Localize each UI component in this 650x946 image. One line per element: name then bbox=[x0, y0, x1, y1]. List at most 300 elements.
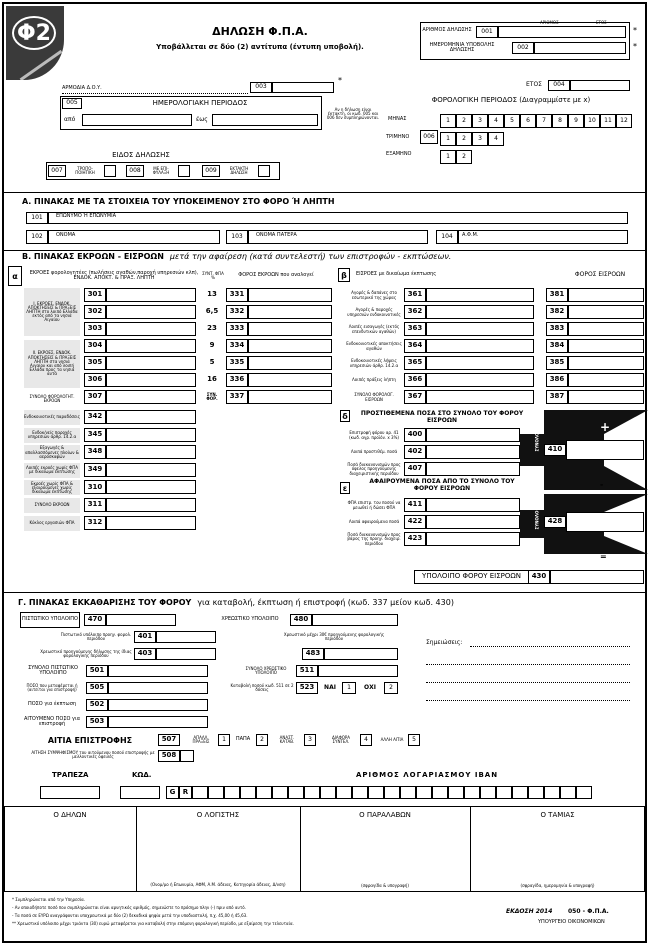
code-428: 428 bbox=[544, 516, 566, 528]
sig-cashier[interactable]: Ο ΤΑΜΙΑΣ bbox=[540, 811, 575, 820]
iban-digit-cell[interactable] bbox=[512, 786, 528, 799]
reason-1-box[interactable]: 1 bbox=[218, 734, 230, 746]
field-430[interactable] bbox=[550, 570, 644, 584]
sub-label: Ποσά διακανονισμών προς βάρος της προηγ. διαχειρ. περιόδου bbox=[347, 532, 401, 546]
sig-declarant[interactable]: Ο ΔΗΛΩΝ bbox=[53, 811, 87, 820]
field-480[interactable] bbox=[312, 614, 398, 626]
add-label: Ποσά διακανονισμών προς όφελος προηγούμενης διαχειριστικής περιόδου bbox=[347, 462, 401, 476]
output-tax-field[interactable] bbox=[248, 288, 332, 302]
code-003: 003 bbox=[250, 82, 272, 93]
decl-009-label: ΕΚΤΑΚΤΗ ΔΗΛΩΣΗ bbox=[229, 165, 249, 175]
iban-digit-cell[interactable] bbox=[368, 786, 384, 799]
field-503[interactable] bbox=[108, 716, 208, 728]
add-label: Λοιπά προστιθέμ. ποσά bbox=[350, 449, 398, 455]
doy-field[interactable] bbox=[272, 82, 334, 93]
iban-digit-cell[interactable] bbox=[464, 786, 480, 799]
label-501: ΣΥΝΟΛΟ ΠΙΣΤΩΤΙΚΟ ΥΠΟΛΟΙΠΟ bbox=[28, 664, 78, 676]
decl-008-check[interactable] bbox=[178, 165, 190, 177]
code-502: 502 bbox=[86, 699, 108, 711]
form-code: Φ2 bbox=[12, 16, 56, 50]
label-401: Πιστωτικό υπόλοιπο προηγ. φορολ. περιόδου bbox=[60, 631, 132, 641]
output-tax-code: 337 bbox=[226, 390, 248, 404]
iban-digit-cell[interactable] bbox=[240, 786, 256, 799]
code-103: 103 bbox=[226, 230, 248, 244]
month-box[interactable]: 7 bbox=[536, 114, 552, 128]
iban-digit-cell[interactable] bbox=[528, 786, 544, 799]
firstname-label: ΟΝΟΜΑ bbox=[56, 232, 76, 238]
quarter-box[interactable]: 4 bbox=[488, 132, 504, 146]
code-001: 001 bbox=[476, 26, 498, 38]
sub-label: Λοιπά αφαιρούμενα ποσά bbox=[348, 519, 400, 525]
alpha-marker: α bbox=[8, 266, 22, 286]
reg-star-1: * bbox=[633, 26, 637, 35]
code-511: 511 bbox=[296, 665, 318, 677]
input-code: 363 bbox=[404, 322, 426, 336]
other-output-label: ΣΥΝΟΛΟ ΕΚΡΟΩΝ bbox=[24, 498, 80, 513]
iban-digit-cell[interactable] bbox=[384, 786, 400, 799]
year-label: ΕΤΟΣ bbox=[526, 81, 542, 88]
no-box[interactable]: 2 bbox=[384, 682, 398, 694]
reg-number-field[interactable] bbox=[498, 26, 626, 38]
section-divider-a bbox=[4, 192, 645, 193]
code-507: 507 bbox=[158, 734, 180, 746]
month-box[interactable]: 9 bbox=[568, 114, 584, 128]
section-b-heading bbox=[22, 252, 451, 261]
iban-digit-cell[interactable] bbox=[304, 786, 320, 799]
decl-type-title: ΕΙΔΟΣ ΔΗΛΩΣΗΣ bbox=[112, 151, 170, 160]
output-value-field[interactable] bbox=[106, 322, 196, 336]
iban-r: R bbox=[179, 786, 192, 799]
month-box[interactable]: 8 bbox=[552, 114, 568, 128]
semester-box[interactable]: 2 bbox=[456, 150, 472, 164]
output-tax-field[interactable] bbox=[248, 305, 332, 319]
code-508: 508 bbox=[158, 750, 180, 762]
code-009: 009 bbox=[202, 165, 220, 177]
output-tax-field[interactable] bbox=[248, 356, 332, 370]
input-value-field[interactable] bbox=[426, 356, 534, 370]
output-value-field[interactable] bbox=[106, 373, 196, 387]
input-tax-field[interactable] bbox=[568, 390, 644, 404]
bank-field[interactable] bbox=[40, 786, 100, 799]
input-label: Ενδοκοινοτικές αποκτήσεις αγαθών bbox=[346, 341, 402, 351]
field-511[interactable] bbox=[318, 665, 398, 677]
other-output-field[interactable] bbox=[106, 516, 196, 530]
input-label: ΣΥΝΟΛΟ ΦΟΡΟΛΟΓ. ΕΙΣΡΟΩΝ bbox=[354, 392, 394, 402]
label-508: ΑΙΤΗΣΗ ΣΥΜΨΗΦΙΣΜΟΥ του αιτούμενου ποσού επιστροφής με μελλοντικές οφειλές bbox=[31, 749, 155, 759]
iban-digit-cell[interactable] bbox=[224, 786, 240, 799]
input-value-field[interactable] bbox=[426, 288, 534, 302]
other-output-label: Εξαγωγές & απαλλασσόμενες πλοίων & αεροσκαφών bbox=[25, 445, 79, 459]
field-502[interactable] bbox=[108, 699, 208, 711]
footer-ministry: ΥΠΟΥΡΓΕΙΟ ΟΙΚΟΝΟΜΙΚΩΝ bbox=[538, 919, 605, 925]
sub-code: 411 bbox=[404, 498, 426, 512]
month-box[interactable]: 12 bbox=[616, 114, 632, 128]
field-401[interactable] bbox=[156, 631, 216, 643]
sum-plus-label: ΣΥΝΟΛΟ bbox=[534, 432, 540, 452]
reason-4-label: ΔΙΑΦΟΡΑ ΣΥΝΤΕΛ. bbox=[331, 734, 351, 744]
sub-label: ΦΠΑ επιστρ. του ποσού να μειωθεί ή δώσει ΦΠΑ bbox=[347, 500, 401, 510]
output-code: 305 bbox=[84, 356, 106, 370]
bank-code-label: ΚΩΔ. bbox=[132, 771, 152, 779]
label-503: ΑΙΤΟΥΜΕΝΟ ΠΟΣΟ για επιστροφή bbox=[23, 715, 80, 727]
output-tax-code: 335 bbox=[226, 356, 248, 370]
code-483: 483 bbox=[302, 648, 324, 660]
alpha-head: ΕΚΡΟΕΣ φορολογητέες (πωλήσεις αγαθών,παροχή υπηρεσιών κλπ), ΕΝΔΟΚ. ΑΠΟΚΤ. & ΠΡΑΞ. ΛΗΠΤΗ bbox=[29, 269, 199, 281]
doy-label: ΑΡΜΟΔΙΑ Δ.Ο.Υ. bbox=[62, 86, 248, 94]
footer-code: 050 - Φ.Π.Α. bbox=[568, 908, 609, 915]
code-401: 401 bbox=[134, 631, 156, 643]
section-b-subtitle: μετά την αφαίρεση (κατά συντελεστή) των επιστροφών - εκπτώσεων. bbox=[169, 252, 452, 261]
month-box[interactable]: 6 bbox=[520, 114, 536, 128]
reason-5-box[interactable]: 5 bbox=[408, 734, 420, 746]
output-value-field[interactable] bbox=[106, 339, 196, 353]
output-tax-field[interactable] bbox=[248, 339, 332, 353]
label-483: Χρεωστικό μέχρι 30€ προηγούμενης φορολογικής περιόδου bbox=[283, 631, 385, 641]
code-006: 006 bbox=[420, 130, 438, 144]
output-code: 302 bbox=[84, 305, 106, 319]
year-field[interactable] bbox=[570, 80, 630, 91]
footer-note-4: ** Χρεωστικό υπόλοιπο μέχρι τριάντα (30) ευρώ μεταφέρεται για καταβολή στην επόμενη φορολογική περίοδο, με εξαίρεση την τελευταία. bbox=[12, 921, 294, 926]
sub-code: 422 bbox=[404, 515, 426, 529]
doy-star: * bbox=[338, 76, 342, 85]
iban-digit-cell[interactable] bbox=[576, 786, 592, 799]
add-code: 407 bbox=[404, 462, 426, 476]
tax-period-title: ΦΟΡΟΛΟΓΙΚΗ ΠΕΡΙΟΔΟΣ (Διαγραμμίστε με x) bbox=[431, 96, 591, 105]
code-503: 503 bbox=[86, 716, 108, 728]
notes-line-1[interactable] bbox=[470, 646, 630, 647]
other-output-code: 345 bbox=[84, 428, 106, 442]
other-output-field[interactable] bbox=[106, 428, 196, 442]
label-505: ΠΟΣΟ που μεταφέρεται ή (αιτείται για επιστροφή) bbox=[26, 682, 78, 692]
other-output-code: 348 bbox=[84, 445, 106, 459]
code-002: 002 bbox=[512, 42, 534, 54]
other-output-label: Ενδοκοινοτικές παραδόσεις bbox=[24, 410, 80, 425]
notes-label: Σημειώσεις: bbox=[426, 639, 463, 646]
input-tax-field[interactable] bbox=[568, 288, 644, 302]
month-box[interactable]: 5 bbox=[504, 114, 520, 128]
section-b-title: Β. ΠΙΝΑΚΑΣ ΕΚΡΟΩΝ - ΕΙΣΡΟΩΝ bbox=[22, 252, 164, 261]
input-tax-field[interactable] bbox=[568, 339, 644, 353]
sub-field[interactable] bbox=[426, 498, 520, 512]
period-to-field[interactable] bbox=[212, 114, 318, 126]
input-tax-field[interactable] bbox=[568, 305, 644, 319]
period-from-label: από bbox=[64, 116, 76, 123]
other-output-code: 349 bbox=[84, 463, 106, 477]
input-value-field[interactable] bbox=[426, 305, 534, 319]
field-483[interactable] bbox=[324, 648, 398, 660]
epsilon-marker: ε bbox=[340, 482, 350, 494]
other-output-code: 312 bbox=[84, 516, 106, 530]
output-tax-code: 336 bbox=[226, 373, 248, 387]
output-value-field[interactable] bbox=[106, 356, 196, 370]
iban-digit-cell[interactable] bbox=[448, 786, 464, 799]
sub-field[interactable] bbox=[426, 515, 520, 529]
month-box[interactable]: 1 bbox=[440, 114, 456, 128]
iban-digit-cell[interactable] bbox=[192, 786, 208, 799]
output-rate: 5 bbox=[209, 358, 215, 367]
output-tax-field[interactable] bbox=[248, 390, 332, 404]
input-tax-code: 384 bbox=[546, 339, 568, 353]
sig-receiver-note: (σφραγίδα & υπογραφή) bbox=[361, 882, 409, 888]
afm-label: Α.Φ.Μ. bbox=[462, 232, 479, 238]
output-rate: 23 bbox=[207, 324, 217, 333]
decl-007-check[interactable] bbox=[104, 165, 116, 177]
reg-date-label: ΗΜΕΡΟΜΗΝΙΑ ΥΠΟΒΟΛΗΣ ΔΗΛΩΣΗΣ bbox=[429, 41, 495, 53]
page-title: ΔΗΛΩΣΗ Φ.Π.Α. bbox=[212, 24, 308, 38]
month-box[interactable]: 4 bbox=[488, 114, 504, 128]
output-rate: 6,5 bbox=[205, 307, 219, 316]
field-428[interactable] bbox=[566, 512, 644, 532]
name-field[interactable] bbox=[48, 212, 628, 224]
notes-line-3[interactable] bbox=[426, 682, 630, 683]
label-523: Καταβολή ποσού κωδ. 511 σε 2 δόσεις bbox=[230, 682, 294, 692]
output-tax-code: 333 bbox=[226, 322, 248, 336]
afm-field[interactable] bbox=[458, 230, 628, 244]
input-value-field[interactable] bbox=[426, 373, 534, 387]
delta-marker: δ bbox=[340, 410, 350, 422]
field-505[interactable] bbox=[108, 682, 208, 694]
output-rate: ΣΥΝ. ΦΟΡ. bbox=[206, 391, 218, 401]
field-470[interactable] bbox=[106, 614, 176, 626]
iban-digit-cell[interactable] bbox=[432, 786, 448, 799]
code-430: 430 bbox=[528, 570, 550, 584]
label-511: ΣΥΝΟΛΟ ΧΡΕΩΣΤΙΚΟ ΥΠΟΛΟΙΠΟ bbox=[245, 665, 287, 675]
total-out-label: ΣΥΝΟΛΟ ΦΟΡΟΛΟΓΗΤ. ΕΚΡΟΩΝ bbox=[29, 393, 75, 403]
iban-digit-cell[interactable] bbox=[320, 786, 336, 799]
input-code: 365 bbox=[404, 356, 426, 370]
output-code: 303 bbox=[84, 322, 106, 336]
output-rate: 13 bbox=[207, 290, 217, 299]
credit-label: ΠΙΣΤΩΤΙΚΟ ΥΠΟΛΟΙΠΟ bbox=[20, 612, 80, 628]
rate-head: ΣΥΝΤ. ΦΠΑ % bbox=[202, 270, 224, 280]
reg-date-field[interactable] bbox=[534, 42, 626, 54]
other-output-field[interactable] bbox=[106, 463, 196, 477]
period-to-label: έως bbox=[196, 116, 208, 123]
iban-digit-cell[interactable] bbox=[288, 786, 304, 799]
reason-4-box[interactable]: 4 bbox=[360, 734, 372, 746]
code-480: 480 bbox=[290, 614, 312, 626]
code-505: 505 bbox=[86, 682, 108, 694]
month-box[interactable]: 11 bbox=[600, 114, 616, 128]
other-output-field[interactable] bbox=[106, 498, 196, 512]
beta-marker: β bbox=[338, 268, 350, 282]
input-tax-code: 386 bbox=[546, 373, 568, 387]
output-code: 301 bbox=[84, 288, 106, 302]
input-value-field[interactable] bbox=[426, 339, 534, 353]
period-title: ΗΜΕΡΟΛΟΓΙΑΚΗ ΠΕΡΙΟΔΟΣ bbox=[152, 98, 248, 107]
input-label: Αγορές & παροχές υπηρεσιών ενδοκοινοτικές bbox=[347, 307, 401, 317]
reg-year-sub: ΕΤΟΣ bbox=[596, 20, 607, 25]
code-007: 007 bbox=[48, 165, 66, 177]
add-field[interactable] bbox=[426, 445, 520, 459]
decl-008-label: ΜΕ ΕΠΙ-ΦΥΛΑΞΗ bbox=[152, 165, 170, 175]
section-g-title: Γ. ΠΙΝΑΚΑΣ ΕΚΚΑΘΑΡΙΣΗΣ ΤΟΥ ΦΟΡΟΥ bbox=[18, 598, 192, 607]
reason-5-label: ΑΛΛΗ ΑΙΤΙΑ bbox=[380, 736, 404, 742]
add-code: 400 bbox=[404, 428, 426, 442]
minus-sign: - bbox=[600, 480, 604, 489]
yes-label: ΝΑΙ bbox=[324, 683, 336, 691]
iban-digit-cell[interactable] bbox=[416, 786, 432, 799]
input-tax-field[interactable] bbox=[568, 373, 644, 387]
section-divider-g bbox=[4, 592, 645, 593]
add-field[interactable] bbox=[426, 428, 520, 442]
output-rate: 16 bbox=[207, 375, 217, 384]
sub-field[interactable] bbox=[426, 532, 520, 546]
iban-digit-cell[interactable] bbox=[256, 786, 272, 799]
input-value-field[interactable] bbox=[426, 322, 534, 336]
input-code: 362 bbox=[404, 305, 426, 319]
iban-g: G bbox=[166, 786, 179, 799]
other-output-label: Εκροές χωρίς ΦΠΑ & εξαιρούμενες χωρίς δικαίωμα έκπτωσης bbox=[24, 480, 80, 495]
decl-009-check[interactable] bbox=[258, 165, 270, 177]
sig-accountant[interactable]: Ο ΛΟΓΙΣΤΗΣ bbox=[196, 811, 240, 820]
iban-digit-cell[interactable] bbox=[496, 786, 512, 799]
output-tax-code: 331 bbox=[226, 288, 248, 302]
footer-note-3: - Τα ποσά σε ΕΥΡΩ αναγράφονται υποχρεωτικά με δύο (2) δεκαδικά ψηφία μετά την υποδιαστολή, π.χ. 45,00 ή 45,63. bbox=[12, 913, 248, 918]
other-output-field[interactable] bbox=[106, 410, 196, 424]
iban-digit-cell[interactable] bbox=[480, 786, 496, 799]
father-label: ΟΝΟΜΑ ΠΑΤΕΡΑ bbox=[256, 232, 297, 238]
footer-note-2: - Αν οποιοδήποτε ποσό που συμπληρώνεται είναι αρνητικός αριθμός, σημειώστε το πρόσημο πλην (-) πριν από αυτό. bbox=[12, 905, 246, 910]
quarter-box[interactable]: 3 bbox=[472, 132, 488, 146]
code-008: 008 bbox=[126, 165, 144, 177]
section-g-heading bbox=[18, 598, 454, 607]
period-from-field[interactable] bbox=[82, 114, 192, 126]
code-104: 104 bbox=[436, 230, 458, 244]
footer-edition: ΕΚΔΟΣΗ 2014 bbox=[506, 908, 553, 915]
output-code: 306 bbox=[84, 373, 106, 387]
notes-line-4[interactable] bbox=[426, 700, 630, 701]
iban-digit-cell[interactable] bbox=[208, 786, 224, 799]
tax-out-head: ΦΟΡΟΣ ΕΚΡΟΩΝ που αναλογεί bbox=[238, 272, 314, 279]
code-005: 005 bbox=[62, 98, 82, 109]
other-output-field[interactable] bbox=[106, 480, 196, 494]
epsilon-head: ΑΦΑΙΡΟΥΜΕΝΑ ΠΟΣΑ ΑΠΟ ΤΟ ΣΥΝΟΛΟ ΤΟΥ ΦΟΡΟΥ ΕΙΣΡΟΩΝ bbox=[369, 478, 515, 492]
output-tax-field[interactable] bbox=[248, 373, 332, 387]
month-box[interactable]: 2 bbox=[456, 114, 472, 128]
other-output-label: Ενδοκ/νείς παροχές υπηρεσιών άρθρ. 14.2.α bbox=[24, 428, 80, 443]
decl-007-label: ΤΡΟΠΟ-ΠΟΙΗΤΙΚΗ bbox=[75, 165, 95, 175]
iban-digit-cell[interactable] bbox=[272, 786, 288, 799]
input-tax-code: 385 bbox=[546, 356, 568, 370]
reason-2-label: ΠΑΠΑ bbox=[235, 736, 251, 743]
input-tax-code: 383 bbox=[546, 322, 568, 336]
input-value-field[interactable] bbox=[426, 390, 534, 404]
output-value-field[interactable] bbox=[106, 288, 196, 302]
code-470: 470 bbox=[84, 614, 106, 626]
field-508[interactable] bbox=[180, 750, 194, 762]
add-label: Επιστροφή φόρου αρ. 41 (κωδ. αγρ. προϊόν. x 3%) bbox=[349, 430, 399, 440]
code-523: 523 bbox=[296, 682, 318, 694]
sig-receiver[interactable]: Ο ΠΑΡΑΛΑΒΩΝ bbox=[359, 811, 411, 820]
yes-box[interactable]: 1 bbox=[342, 682, 356, 694]
iban-label: ΑΡΙΘΜΟΣ ΛΟΓΑΡΙΑΣΜΟΥ IBAN bbox=[356, 771, 499, 779]
group2-label: ΙΙ. ΕΚΡΟΕΣ, ΕΝΔΟΚ. ΑΠΟΚΤΗΣΕΙΣ & ΠΡΑΞΕΙΣ ΛΗΠΤΗ στα νησιά Αιγαίου και από λοιπή Ελλάδα προς τα νησιά αυτά bbox=[24, 340, 80, 388]
other-output-code: 310 bbox=[84, 480, 106, 494]
output-value-field[interactable] bbox=[106, 390, 196, 404]
delta-head: ΠΡΟΣΤΙΘΕΜΕΝΑ ΠΟΣΑ ΣΤΟ ΣΥΝΟΛΟ ΤΟΥ ΦΟΡΟΥ ΕΙΣΡΟΩΝ bbox=[360, 410, 524, 424]
reason-2-box[interactable]: 2 bbox=[256, 734, 268, 746]
field-410[interactable] bbox=[566, 440, 644, 460]
tax-period-monthly: ΜΗΝΑΣ bbox=[388, 116, 407, 122]
quarter-box[interactable]: 2 bbox=[456, 132, 472, 146]
month-box[interactable]: 3 bbox=[472, 114, 488, 128]
input-tax-field[interactable] bbox=[568, 322, 644, 336]
add-field[interactable] bbox=[426, 462, 520, 476]
iban-digit-cell[interactable] bbox=[352, 786, 368, 799]
input-label: Λοιπές εισαγωγές (εκτός επενδυτικών αγαθών) bbox=[348, 324, 400, 334]
quarter-box[interactable]: 1 bbox=[440, 132, 456, 146]
iban-digit-cell[interactable] bbox=[560, 786, 576, 799]
reason-label: ΑΙΤΙΑ ΕΠΙΣΤΡΟΦΗΣ bbox=[47, 735, 133, 745]
section-divider-b bbox=[4, 250, 645, 251]
output-code: 307 bbox=[84, 390, 106, 404]
debit-label: ΧΡΕΩΣΤΙΚΟ ΥΠΟΛΟΙΠΟ bbox=[221, 616, 279, 623]
iban-digit-cell[interactable] bbox=[544, 786, 560, 799]
notes-line-2[interactable] bbox=[426, 664, 630, 665]
code-403: 403 bbox=[134, 648, 156, 660]
output-tax-field[interactable] bbox=[248, 322, 332, 336]
iban-digit-cell[interactable] bbox=[336, 786, 352, 799]
name-label: ΕΠΩΝΥΜΟ Ή ΕΠΩΝΥΜΙΑ bbox=[56, 213, 117, 219]
tax-period-semester: ΕΞΑΜΗΝΟ bbox=[386, 151, 412, 157]
sum-minus-label: ΣΥΝΟΛΟ bbox=[534, 510, 540, 530]
code-410: 410 bbox=[544, 444, 566, 456]
balance-label: ΥΠΟΛΟΙΠΟ ΦΟΡΟΥ ΕΙΣΡΟΩΝ bbox=[414, 570, 528, 584]
output-tax-code: 334 bbox=[226, 339, 248, 353]
input-code: 361 bbox=[404, 288, 426, 302]
code-102: 102 bbox=[26, 230, 48, 244]
code-501: 501 bbox=[86, 665, 108, 677]
sig-cashier-note: (σφραγίδα, ημερομηνία & υπογραφή) bbox=[520, 882, 595, 888]
plus-sign: + bbox=[600, 420, 611, 434]
output-tax-code: 332 bbox=[226, 305, 248, 319]
input-code: 367 bbox=[404, 390, 426, 404]
reg-number-label: ΑΡΙΘΜΟΣ ΔΗΛΩΣΗΣ bbox=[422, 27, 472, 34]
input-tax-field[interactable] bbox=[568, 356, 644, 370]
iban-digit-cell[interactable] bbox=[400, 786, 416, 799]
add-code: 402 bbox=[404, 445, 426, 459]
section-g-subtitle: για καταβολή, έκπτωση ή επιστροφή (κωδ. 337 μείον κωδ. 430) bbox=[197, 598, 454, 607]
input-tax-code: 382 bbox=[546, 305, 568, 319]
code-101: 101 bbox=[26, 212, 48, 224]
label-502: ΠΟΣΟ για έκπτωση bbox=[27, 701, 77, 708]
field-501[interactable] bbox=[108, 665, 208, 677]
sub-code: 423 bbox=[404, 532, 426, 546]
other-output-field[interactable] bbox=[106, 445, 196, 459]
other-output-code: 342 bbox=[84, 410, 106, 424]
bank-code-field[interactable] bbox=[120, 786, 160, 799]
reason-3-box[interactable]: 3 bbox=[304, 734, 316, 746]
group1-label: Ι. ΕΚΡΟΕΣ, ΕΝΔΟΚ. ΑΠΟΚΤΗΣΕΙΣ & ΠΡΑΞΕΙΣ ΛΗΠΤΗ στο λοιπό Ελλάδα εκτός από τα νησιά Αιγαίου bbox=[24, 288, 80, 336]
input-code: 366 bbox=[404, 373, 426, 387]
sig-accountant-note: (Ονομ/μο ή Επωνυμία, ΑΦΜ, Α.Μ. άδειας, Κατηγορία άδειας, Δ/νση) bbox=[150, 881, 286, 887]
semester-box[interactable]: 1 bbox=[440, 150, 456, 164]
code-004: 004 bbox=[548, 80, 570, 91]
input-label: Λοιπές πράξεις λήπτη bbox=[352, 377, 396, 383]
other-output-code: 311 bbox=[84, 498, 106, 512]
label-403: Χρεωστικό προηγούμενης δήλωσης της ίδιας φορολογικής περιόδου bbox=[40, 648, 132, 658]
reason-3-label: ΑΝΑΣΤ. ΚΑΤΑΒ. bbox=[279, 734, 295, 744]
output-value-field[interactable] bbox=[106, 305, 196, 319]
output-code: 304 bbox=[84, 339, 106, 353]
bank-label: ΤΡΑΠΕΖΑ bbox=[52, 771, 89, 779]
page-subtitle: Υποβάλλεται σε δύο (2) αντίτυπα (έντυπη υποβολή). bbox=[156, 43, 364, 51]
month-box[interactable]: 10 bbox=[584, 114, 600, 128]
reg-star-2: * bbox=[633, 42, 637, 51]
field-403[interactable] bbox=[156, 648, 216, 660]
tax-period-quarterly: ΤΡΙΜΗΝΟ bbox=[386, 134, 410, 140]
